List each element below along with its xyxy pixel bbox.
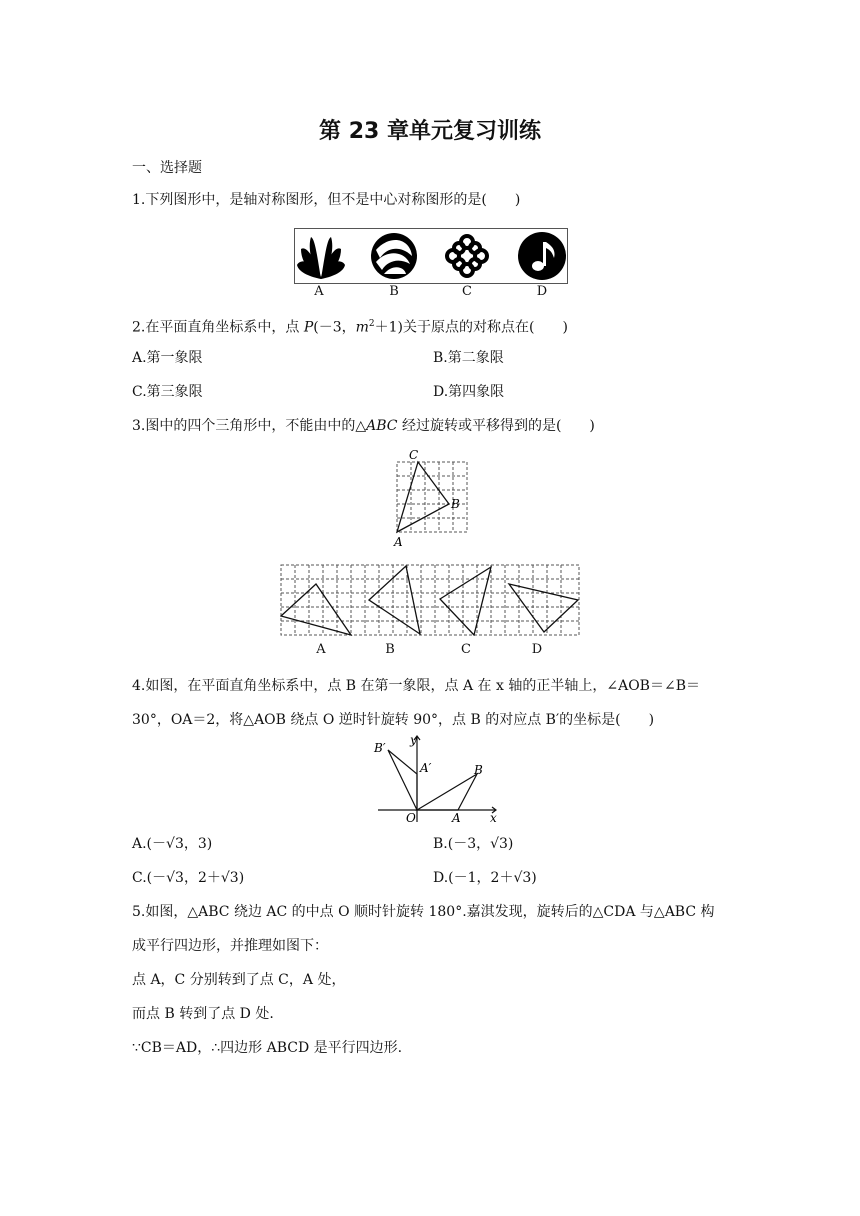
q1-stem: 1.下列图形中，是轴对称图形，但不是中心对称图形的是( )	[132, 192, 521, 208]
q5-line4: 而点 B 转到了点 D 处.	[132, 1006, 274, 1022]
logo-b-icon	[371, 233, 417, 279]
q4-line1: 4.如图，在平面直角坐标系中，点 B 在第一象限，点 A 在 x 轴的正半轴上，∠AOB＝∠B＝	[132, 678, 700, 694]
q3-fig-label-a: A	[394, 535, 403, 549]
logo-a-icon	[297, 237, 345, 279]
q1-label-c: C	[462, 284, 472, 299]
q3-option-a-triangle	[281, 584, 351, 635]
q4-label-x: x	[490, 811, 497, 824]
q3-label-a: A	[316, 642, 326, 657]
q3-reference-figure	[385, 446, 480, 550]
q5-line3: 点 A，C 分别转到了点 C，A 处，	[132, 972, 346, 988]
q3-label-b: B	[385, 642, 395, 657]
q4-label-a: A	[452, 811, 461, 824]
section-heading: 一、选择题	[132, 160, 202, 176]
q1-label-a: A	[314, 284, 324, 299]
q3-option-b-triangle	[369, 566, 420, 634]
page-title: 第 23 章单元复习训练	[319, 119, 541, 144]
q2-option-c: C.第三象限	[132, 384, 203, 400]
q3-fig-label-c: C	[409, 448, 419, 462]
q2-stem: 2.在平面直角坐标系中，点 P(－3，$m^2+1$)关于原点的对称点在( )	[132, 319, 568, 336]
q4-option-a: A.(－√3，3)	[132, 836, 213, 852]
q3-option-c-triangle	[440, 567, 491, 635]
q4-label-b-prime: B′	[374, 741, 386, 755]
q5-line1: 5.如图，△ABC 绕边 AC 的中点 O 顺时针旋转 180°.嘉淇发现，旋转后的△CDA 与△ABC 构	[132, 904, 715, 920]
q3-stem: 3.图中的四个三角形中，不能由中的△ABC 经过旋转或平移得到的是( )	[132, 418, 595, 434]
q4-option-d: D.(－1，2＋√3)	[433, 870, 537, 886]
q1-label-b: B	[389, 284, 399, 299]
q2-option-b: B.第二象限	[433, 350, 504, 366]
q3-label-d: D	[531, 642, 543, 657]
q2-option-d: D.第四象限	[433, 384, 505, 400]
q1-logo-strip	[294, 228, 568, 284]
q5-line5: ∵CB＝AD，∴四边形 ABCD 是平行四边形.	[132, 1040, 403, 1056]
q4-label-a-prime: A′	[420, 761, 432, 775]
q5-line2: 成平行四边形，并推理如图下：	[132, 938, 328, 954]
q1-label-d: D	[536, 284, 548, 299]
q4-coordinate-figure	[370, 732, 500, 824]
q4-label-b: B	[474, 763, 483, 777]
q4-label-y: y	[410, 733, 417, 747]
q4-option-c: C.(－√3，2＋√3)	[132, 870, 245, 886]
logo-d-icon	[518, 232, 566, 280]
q1-logos-svg	[295, 229, 567, 283]
q3-label-c: C	[461, 642, 471, 657]
q4-option-b: B.(－3，√3)	[433, 836, 514, 852]
q2-option-a: A.第一象限	[132, 350, 203, 366]
q4-line2: 30°，OA＝2，将△AOB 绕点 O 逆时针旋转 90°，点 B 的对应点 B′的坐标是( )	[132, 712, 655, 728]
logo-c-icon	[447, 236, 487, 276]
q3-fig-label-b: B	[451, 497, 460, 511]
q4-label-o: O	[406, 811, 416, 824]
q3-options-figure	[280, 564, 582, 636]
